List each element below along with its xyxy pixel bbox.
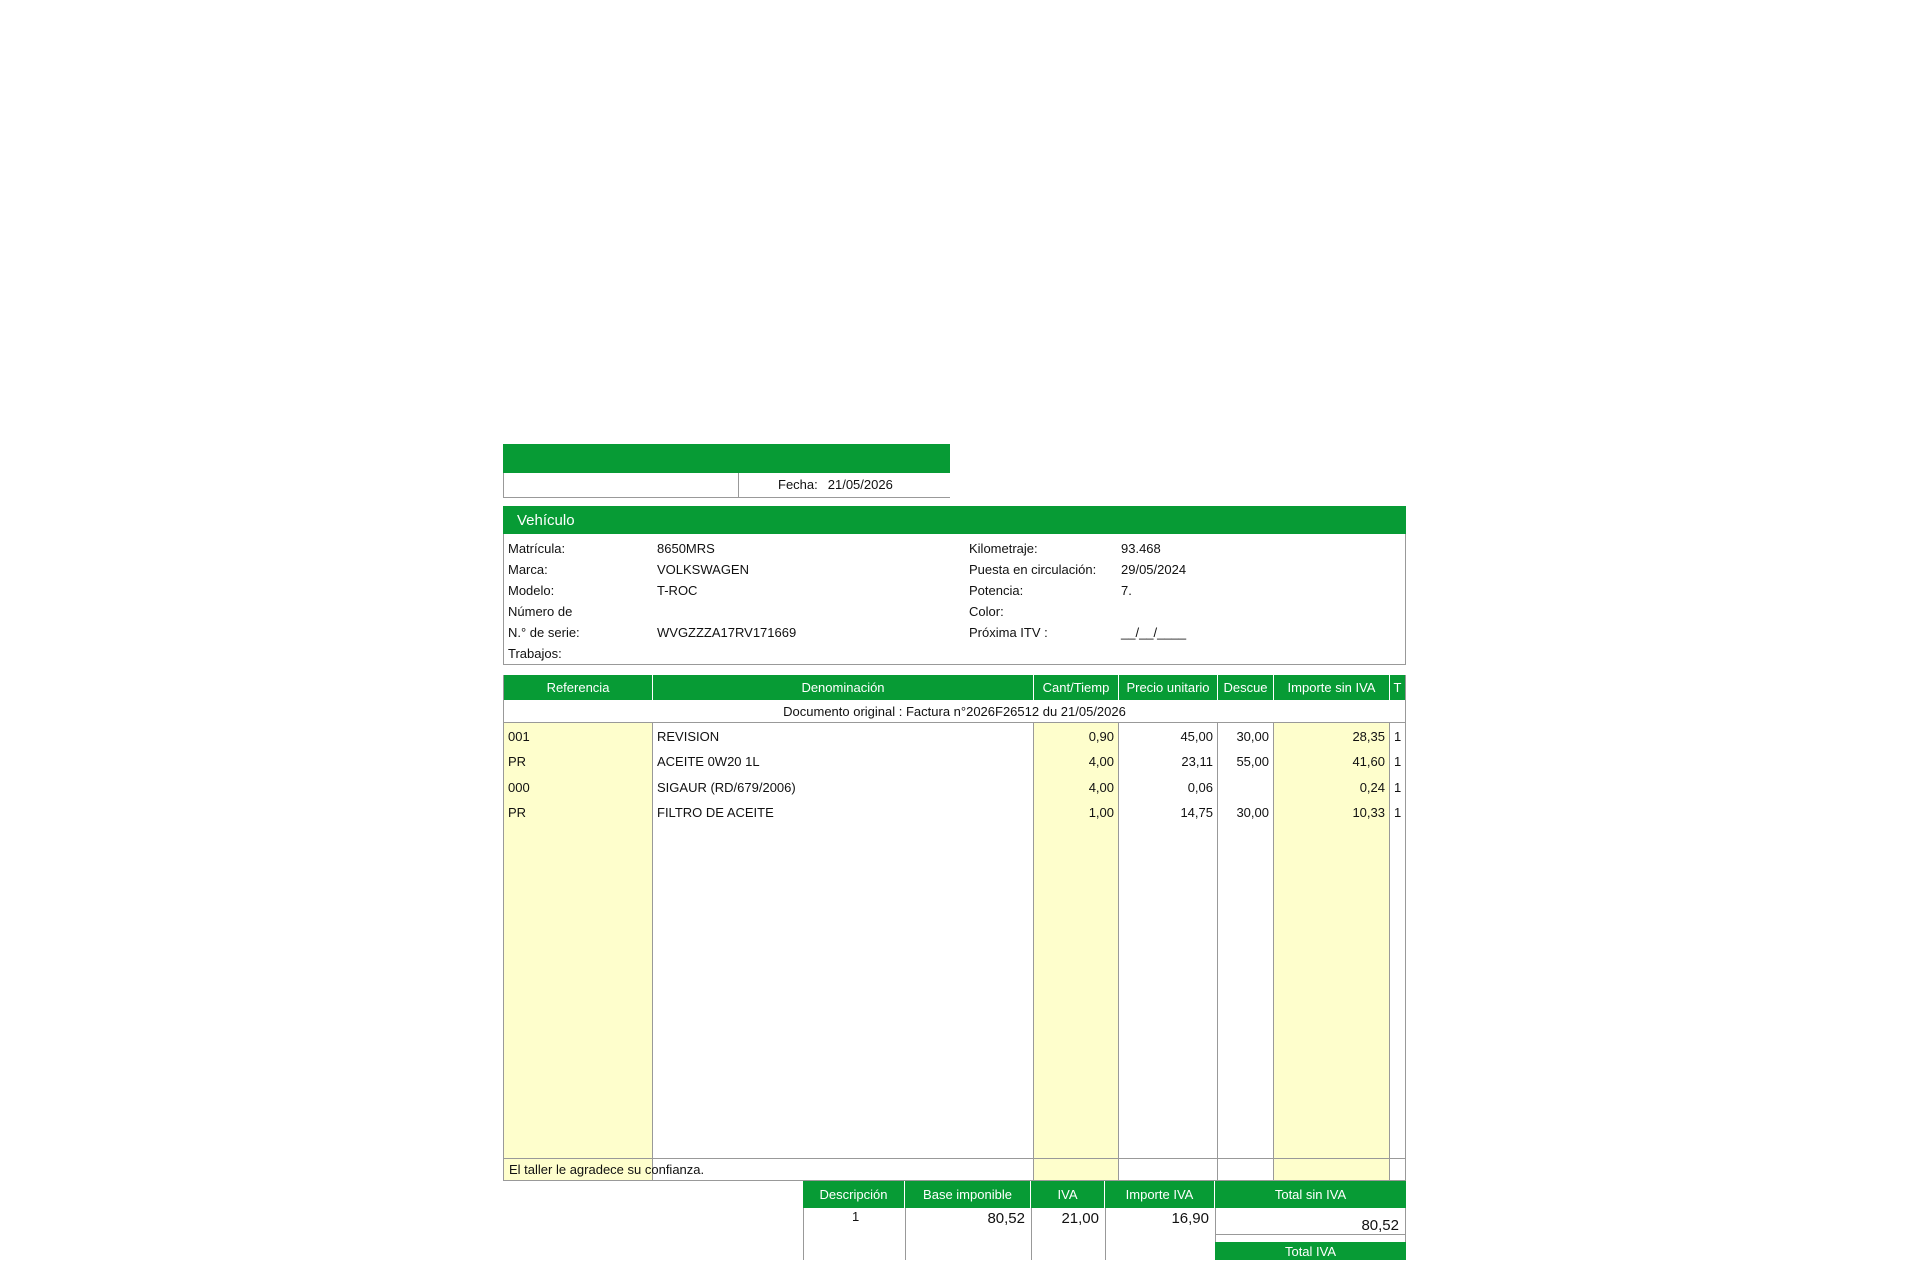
column-header-discount: Descue <box>1218 675 1274 700</box>
totals-total-net: 80,52 <box>1361 1217 1399 1234</box>
column-header-unit-price: Precio unitario <box>1119 675 1218 700</box>
cell-denomination: SIGAUR (RD/679/2006) <box>657 780 796 795</box>
vehicle-label: Número de <box>508 604 573 619</box>
cell-amount: 10,33 <box>1352 805 1385 820</box>
vehicle-section-title: Vehículo <box>503 506 1406 534</box>
cell-quantity: 4,00 <box>1088 780 1114 795</box>
vehicle-label: Color: <box>969 604 1004 619</box>
cell-reference: PR <box>508 805 527 820</box>
vehicle-value: WVGZZZA17RV171669 <box>657 625 797 640</box>
thank-you-note: El taller le agradece su confianza. <box>503 1158 1406 1181</box>
vehicle-label: Potencia: <box>969 583 1024 598</box>
cell-denomination: FILTRO DE ACEITE <box>657 805 774 820</box>
vehicle-label: Modelo: <box>508 583 555 598</box>
column-header-denomination: Denominación <box>653 675 1034 700</box>
cell-denomination: REVISION <box>657 729 720 744</box>
column-header-amount: Importe sin IVA <box>1274 675 1390 700</box>
cell-amount: 41,60 <box>1352 754 1385 769</box>
cell-t: 1 <box>1394 729 1402 744</box>
cell-reference: PR <box>508 754 527 769</box>
cell-denomination: ACEITE 0W20 1L <box>657 754 760 769</box>
vehicle-value: VOLKSWAGEN <box>657 562 749 577</box>
cell-quantity: 4,00 <box>1088 754 1114 769</box>
cell-unit-price: 45,00 <box>1180 729 1213 744</box>
total-iva-label: Total IVA <box>1215 1242 1406 1260</box>
vehicle-label: Puesta en circulación: <box>969 562 1097 577</box>
cell-unit-price: 14,75 <box>1180 805 1213 820</box>
column-header-t: T <box>1390 675 1405 700</box>
totals-description: 1 <box>852 1209 860 1224</box>
vehicle-value: __/__/____ <box>1121 625 1187 640</box>
totals-divider <box>1215 1234 1406 1235</box>
fecha-value: 21/05/2026 <box>827 477 893 492</box>
totals-header-vat-rate: IVA <box>1031 1181 1105 1208</box>
items-table <box>503 675 1406 1181</box>
original-document-note: Documento original : Factura n°2026F26512 du 21/05/2026 <box>504 700 1405 723</box>
totals-header-vat-amount: Importe IVA <box>1105 1181 1215 1208</box>
header-date-row <box>503 473 950 498</box>
cell-t: 1 <box>1394 780 1402 795</box>
cell-amount: 0,24 <box>1359 780 1385 795</box>
column-header-quantity: Cant/Tiemp <box>1034 675 1119 700</box>
totals-vat-rate: 21,00 <box>1061 1210 1099 1227</box>
cell-unit-price: 23,11 <box>1181 754 1213 769</box>
vehicle-label: Próxima ITV : <box>969 625 1048 640</box>
header-empty-cell <box>504 473 739 497</box>
cell-t: 1 <box>1394 805 1402 820</box>
vehicle-label: Matrícula: <box>508 541 566 556</box>
vehicle-label: Trabajos: <box>508 646 562 661</box>
cell-discount: 30,00 <box>1236 729 1269 744</box>
totals-taxable-base: 80,52 <box>987 1210 1025 1227</box>
totals-header-description: Descripción <box>803 1181 905 1208</box>
cell-unit-price: 0,06 <box>1187 780 1213 795</box>
header-bar <box>503 444 950 473</box>
cell-reference: 001 <box>508 729 530 744</box>
vehicle-value: T-ROC <box>657 583 698 598</box>
cell-t: 1 <box>1394 754 1402 769</box>
vehicle-label: N.° de serie: <box>508 625 580 640</box>
fecha-label: Fecha: <box>778 477 818 492</box>
cell-amount: 28,35 <box>1352 729 1385 744</box>
vehicle-label: Kilometraje: <box>969 541 1038 556</box>
cell-discount <box>1218 775 1269 800</box>
vehicle-value: 93.468 <box>1121 541 1161 556</box>
cell-quantity: 1,00 <box>1088 805 1114 820</box>
cell-discount: 55,00 <box>1236 754 1269 769</box>
vehicle-details <box>503 534 1406 665</box>
vehicle-label: Marca: <box>508 562 548 577</box>
column-header-reference: Referencia <box>504 675 653 700</box>
vehicle-value: 7. <box>1121 583 1132 598</box>
cell-reference: 000 <box>508 780 530 795</box>
vehicle-value: 29/05/2024 <box>1121 562 1187 577</box>
totals-header-taxable-base: Base imponible <box>905 1181 1031 1208</box>
cell-discount: 30,00 <box>1236 805 1269 820</box>
cell-quantity: 0,90 <box>1088 729 1114 744</box>
vehicle-value: 8650MRS <box>657 541 715 556</box>
totals-header-total-net: Total sin IVA <box>1215 1181 1406 1208</box>
invoice-date <box>778 477 903 492</box>
totals-vat-amount: 16,90 <box>1171 1210 1209 1227</box>
